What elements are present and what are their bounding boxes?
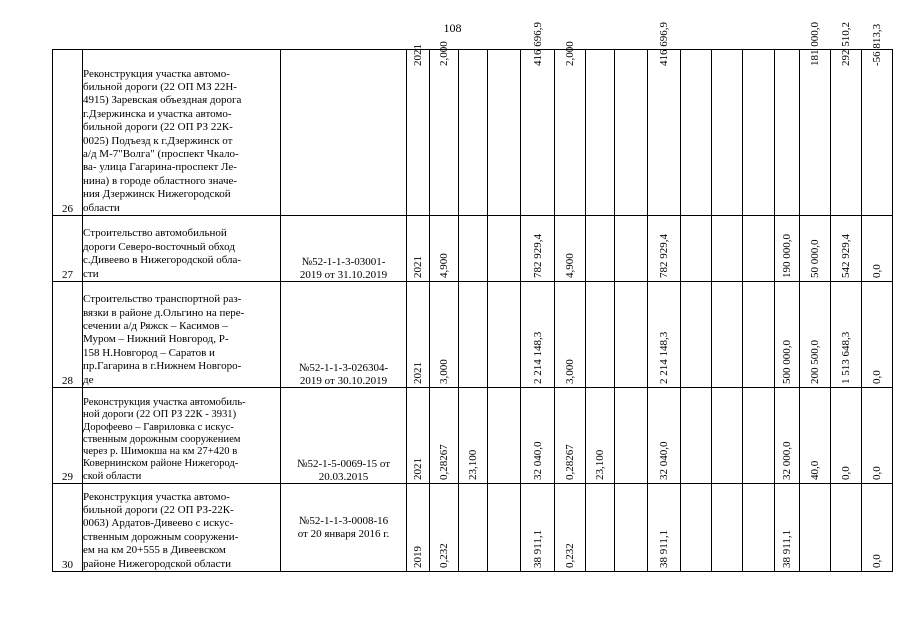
empty-cell [488,484,521,572]
year-cell [407,282,430,388]
financing-value: 0,0 [871,264,883,278]
financing-cell [800,282,831,388]
table-row [53,216,893,282]
empty-cell [615,282,648,388]
financing-cell [831,216,862,282]
permit-cell: №52-1-5-0069-15 от 20.03.2015 [281,388,407,484]
bridge-length-cell [459,216,488,282]
financing-cell [862,23,893,216]
financing-value: 181 000,0 [809,22,821,66]
length-cell [430,41,459,216]
length-cell [555,388,586,484]
empty-cell [712,282,743,388]
bridge-length: 23,100 [594,449,606,480]
financing-cell [831,484,862,572]
financing-value: 38 911,1 [781,529,793,568]
financing-cell [862,216,893,282]
empty-cell [681,282,712,388]
length: 2,000 [438,41,450,66]
financing-cell [800,484,831,572]
empty-cell [681,484,712,572]
length: 4,900 [438,253,450,278]
row-number: 27 [53,216,83,282]
bridge-length-cell [586,216,615,282]
bridge-length-cell [586,282,615,388]
length: 0,28267 [438,444,450,480]
financing-value: 50 000,0 [809,239,821,278]
row-number: 29 [53,388,83,484]
length: 4,900 [564,253,576,278]
empty-cell [615,50,648,216]
financing-cell [800,216,831,282]
empty-cell [712,50,743,216]
length-cell [430,282,459,388]
length: 0,232 [564,543,576,568]
financing-value: 292 510,2 [840,22,852,66]
financing-value: 40,0 [809,460,821,480]
empty-cell [681,50,712,216]
total-cost: 38 911,1 [658,529,670,568]
empty-cell [488,216,521,282]
length-cell [430,484,459,572]
year-cell [407,484,430,572]
cost-cell [521,388,555,484]
object-description: Реконструкция участка автомо- бильной дороги (22 ОП РЗ-22К- 0063) Ардатов-Дивеево с искус- ственным дорожным сооружени- ем на км 20+555 в Дивеевском районе Нижегородской области [83,484,281,572]
estimated-cost: 2 214 148,3 [531,331,544,384]
cost-cell [521,282,555,388]
empty-cell [743,388,775,484]
length-cell [555,216,586,282]
financing-cell [775,282,800,388]
empty-cell [615,484,648,572]
empty-cell [681,388,712,484]
total-cost: 2 214 148,3 [658,331,670,384]
length-cell [430,388,459,484]
cost-cell [648,484,681,572]
permit-cell: №52-1-1-3-026304- 2019 от 30.10.2019 [281,282,407,388]
empty-cell [488,388,521,484]
empty-cell [743,282,775,388]
bridge-length-cell [586,484,615,572]
page-number: 108 [443,21,462,35]
year: 2021 [412,256,424,278]
financing-cell [800,22,831,216]
object-description: Строительство транспортной раз- вязки в районе д.Ольгино на пере- сечении а/д Ряжск – Касимов – Муром – Нижний Новгород, Р- 158 Н.Новгород – Саратов и пр.Гагарина в г.Нижнем Новгоро- де [83,282,281,388]
financing-value: 0,0 [871,466,883,480]
length: 3,000 [564,359,576,384]
empty-cell [488,282,521,388]
financing-cell [775,216,800,282]
length: 0,232 [438,543,450,568]
cost-cell [648,388,681,484]
cost-cell [521,216,555,282]
cost-cell [648,22,681,216]
table-row [53,50,893,216]
year: 2021 [412,362,424,384]
estimated-cost: 782 929,4 [531,234,544,278]
length: 2,000 [564,41,576,66]
length-cell [555,282,586,388]
financing-cell [831,22,862,216]
total-cost: 32 040,0 [658,441,670,480]
financing-cell [862,282,893,388]
year: 2019 [412,546,424,568]
permit-cell: №52-1-1-3-0008-16 от 20 января 2016 г. [281,484,407,572]
financing-value: 0,0 [840,466,852,480]
table-row [53,484,893,572]
bridge-length-cell [459,282,488,388]
year-cell [407,44,430,216]
table-row [53,388,893,484]
financing-cell [862,484,893,572]
length: 0,28267 [564,444,576,480]
financing-value: 500 000,0 [781,340,793,384]
row-number: 30 [53,484,83,572]
permit-cell: №52-1-1-3-03001- 2019 от 31.10.2019 [281,216,407,282]
total-cost: 416 696,9 [658,22,670,66]
length-cell [430,216,459,282]
financing-value: 0,0 [871,370,883,384]
financing-value: 190 000,0 [781,234,793,278]
bridge-length-cell [586,50,615,216]
empty-cell [615,216,648,282]
financing-value: 32 000,0 [781,441,793,480]
financing-cell [775,50,800,216]
empty-cell [743,484,775,572]
bridge-length-cell [459,484,488,572]
empty-cell [488,50,521,216]
estimated-cost: 38 911,1 [531,529,544,568]
cost-cell [648,282,681,388]
empty-cell [712,484,743,572]
cost-cell [521,484,555,572]
bridge-length-cell [459,388,488,484]
financing-cell [831,388,862,484]
year: 2021 [412,458,424,480]
row-number: 28 [53,282,83,388]
total-cost: 782 929,4 [658,234,670,278]
bridge-length: 23,100 [467,449,479,480]
object-description: Строительство автомобильной дороги Северо-восточный обход с.Дивеево в Нижегородской обла- сти [83,216,281,282]
financing-value: 200 500,0 [809,340,821,384]
financing-cell [775,484,800,572]
empty-cell [743,216,775,282]
empty-cell [743,50,775,216]
object-description: Реконструкция участка автомобиль- ной дороги (22 ОП РЗ 22К - 3931) Дорофеево – Гавриловка с искус- ственным дорожным сооружением через р. Шимокша на км 27+420 в Ковернинском районе Нижегород- ской области [83,388,281,484]
cost-cell [648,216,681,282]
year-cell [407,388,430,484]
financing-cell [800,388,831,484]
bridge-length-cell [586,388,615,484]
object-description: Реконструкция участка автомо- бильной дороги (22 ОП МЗ 22Н- 4915) Заревская объездная дорога г.Дзержинска и участка автомо- бильной дороги (22 ОП РЗ 22К- 0025) Подъезд к г.Дзержинск от а/д М-7"Волга" (проспект Чкало- ва- улица Гагарина-проспект Ле- нина) в городе областного значе- ния Дзержинск Нижегородской области [83,50,281,216]
financing-value: 1 513 648,3 [840,331,852,384]
financing-cell [862,388,893,484]
bridge-length-cell [459,50,488,216]
financing-value: 542 929,4 [840,234,852,278]
empty-cell [712,216,743,282]
permit-cell [281,50,407,216]
financing-value: -56 813,3 [871,23,883,66]
cost-cell [521,22,555,216]
length: 3,000 [438,359,450,384]
financing-cell [775,388,800,484]
empty-cell [681,216,712,282]
financing-value: 0,0 [871,554,883,568]
year: 2021 [412,44,424,66]
table-row [53,282,893,388]
length-cell [555,484,586,572]
financing-cell [831,282,862,388]
row-number: 26 [53,50,83,216]
empty-cell [712,388,743,484]
empty-cell [615,388,648,484]
estimated-cost: 32 040,0 [531,441,544,480]
estimated-cost: 416 696,9 [531,22,544,66]
year-cell [407,216,430,282]
length-cell [555,41,586,216]
